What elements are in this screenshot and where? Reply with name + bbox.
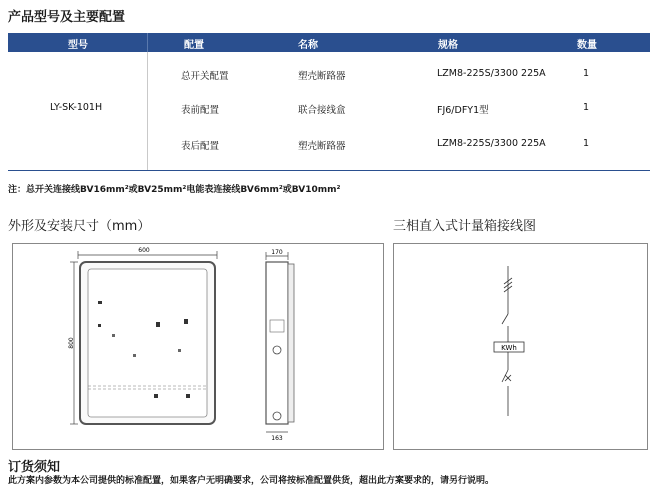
- dimension-drawing-svg: [13, 244, 383, 449]
- row-config: 表前配置: [181, 105, 220, 116]
- row-config: 表后配置: [181, 141, 220, 152]
- table-column-divider: [147, 52, 148, 170]
- wiring-diagram: [393, 243, 648, 450]
- row-qty: 1: [583, 68, 590, 79]
- section-title-config: 产品型号及主要配置: [8, 10, 126, 25]
- header-qty: 数量: [577, 40, 597, 51]
- wiring-note: 注：总开关连接线BV16mm²或BV25mm²电能表连接线BV6mm²或BV10mm²: [8, 185, 341, 195]
- row-name: 联合接线盒: [298, 105, 346, 116]
- width-dimension-label: 600: [138, 247, 150, 254]
- row-qty: 1: [583, 138, 590, 149]
- row-spec: FJ6/DFY1型: [437, 105, 489, 116]
- row-spec: LZM8-225S/3300 225A: [437, 138, 546, 149]
- wiring-diagram-svg: [394, 244, 647, 449]
- header-name: 名称: [298, 40, 318, 51]
- model-value: LY-SK-101H: [50, 102, 103, 113]
- config-table-header: [8, 33, 650, 52]
- header-model: 型号: [68, 40, 88, 51]
- row-spec: LZM8-225S/3300 225A: [437, 68, 546, 79]
- section-title-dimensions: 外形及安装尺寸（mm）: [8, 219, 151, 234]
- order-text: 此方案内参数为本公司提供的标准配置，如果客户无明确要求，公司将按标准配置供货，超出此方案要求的，请另行说明。: [8, 476, 495, 486]
- height-dimension-label: 800: [68, 337, 75, 349]
- row-name: 塑壳断路器: [298, 141, 346, 152]
- meter-label: KWh: [501, 344, 517, 352]
- section-title-wiring: 三相直入式计量箱接线图: [393, 219, 537, 234]
- side-top-dimension-label: 170: [271, 249, 283, 256]
- dimension-drawing: [12, 243, 384, 450]
- header-config: 配置: [184, 40, 204, 51]
- row-name: 塑壳断路器: [298, 71, 346, 82]
- side-bottom-dimension-label: 163: [271, 435, 283, 442]
- table-bottom-rule: [8, 170, 650, 171]
- section-title-order: 订货须知: [8, 460, 61, 475]
- row-qty: 1: [583, 102, 590, 113]
- row-config: 总开关配置: [181, 71, 229, 82]
- header-spec: 规格: [438, 40, 458, 51]
